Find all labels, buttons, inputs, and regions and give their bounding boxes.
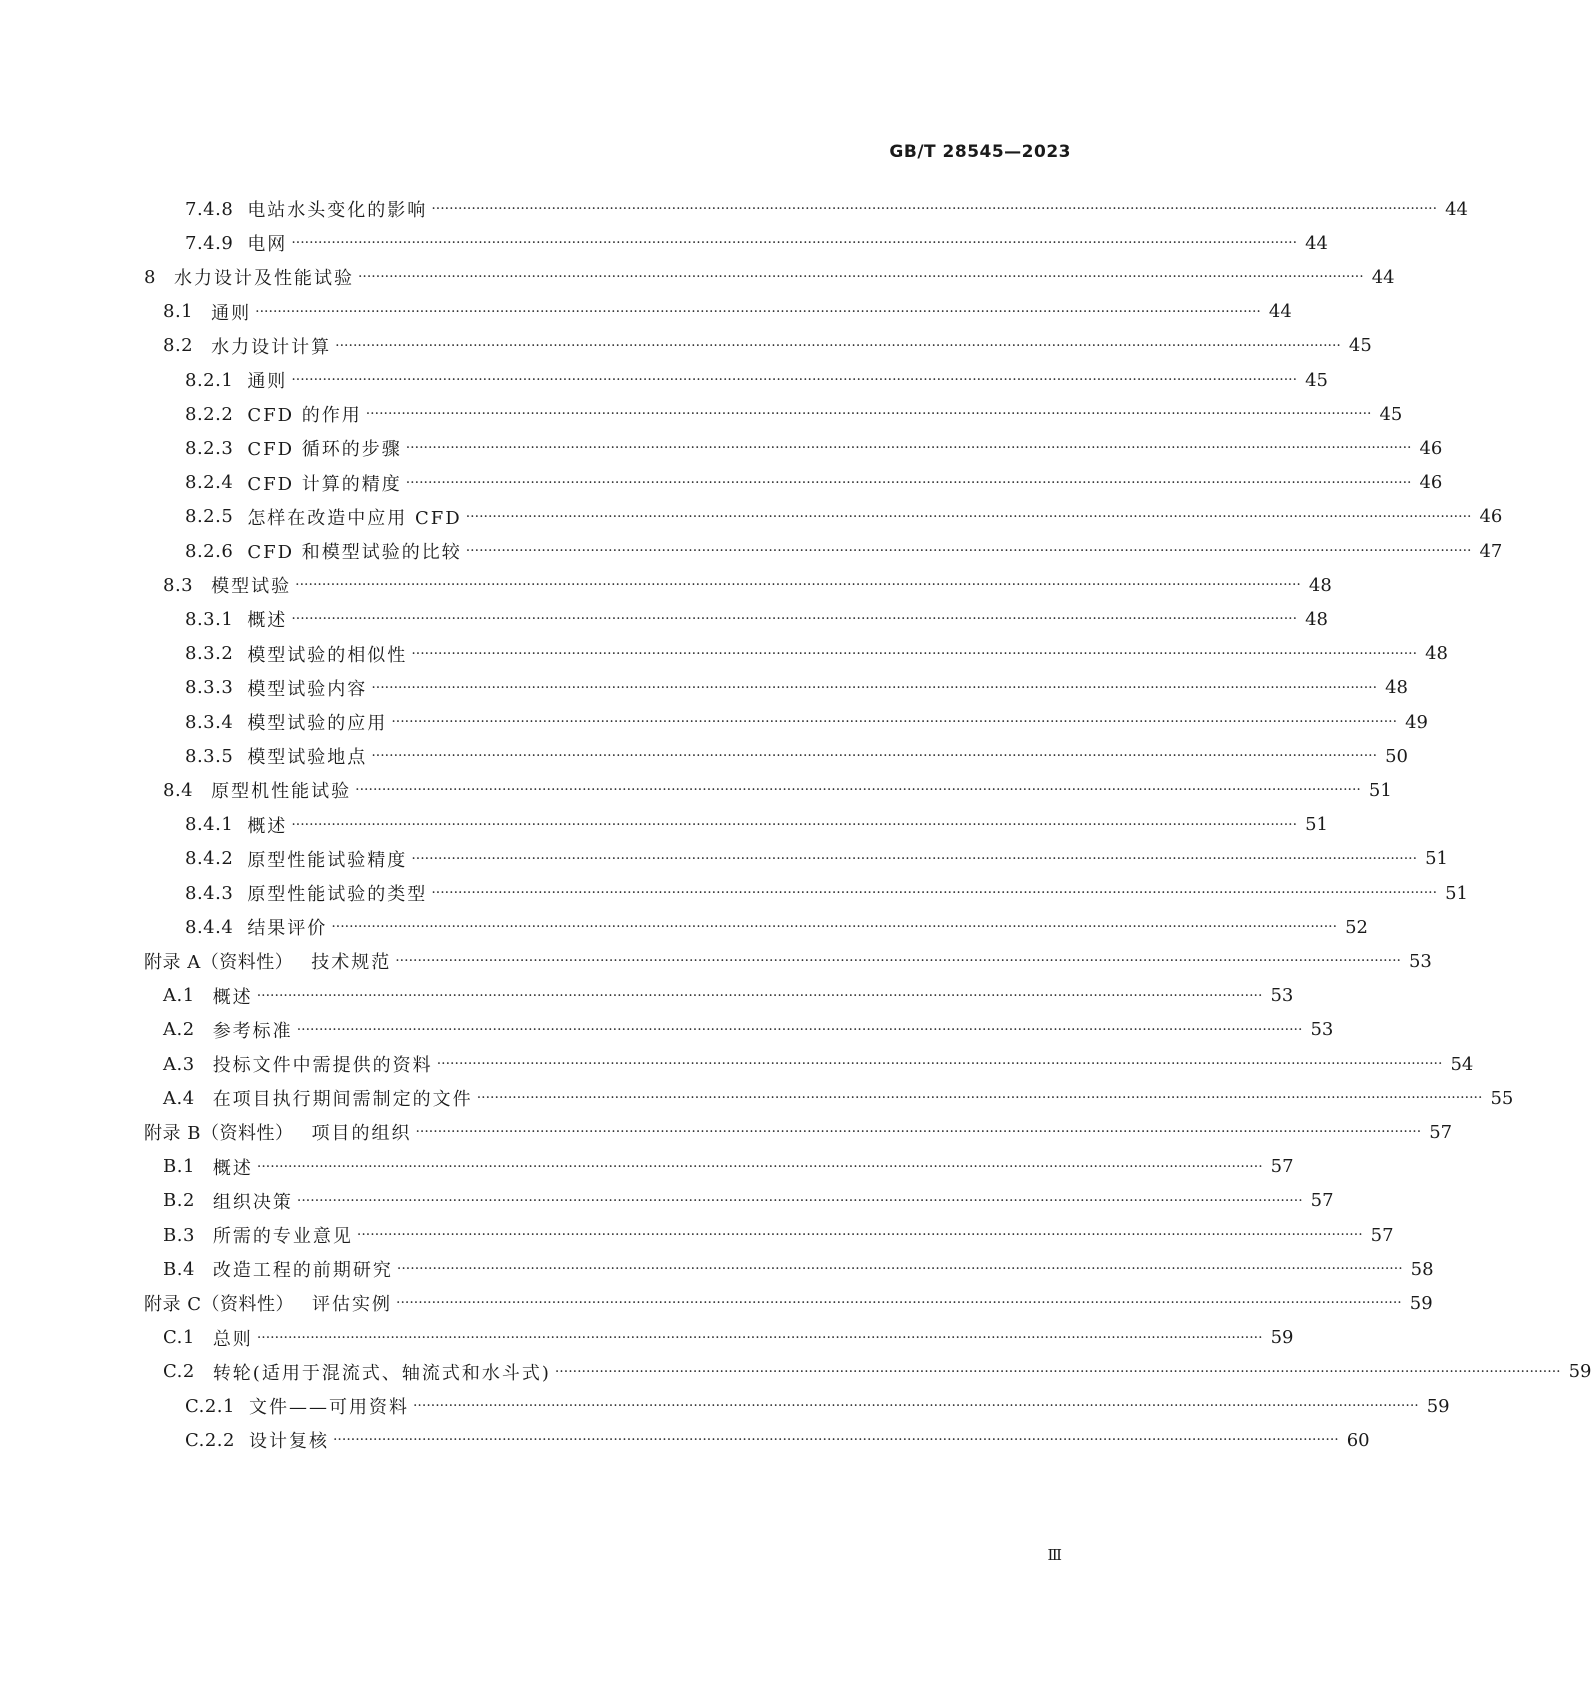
toc-entry-title: 模型试验 xyxy=(211,576,292,598)
toc-entry[interactable] xyxy=(0,639,1448,669)
toc-entry-number: 8.2.6 xyxy=(185,540,234,562)
toc-entry-number: 8.1 xyxy=(163,301,194,323)
toc-entry[interactable] xyxy=(0,604,1328,634)
dot-leader xyxy=(371,748,1377,764)
toc-entry-page: 55 xyxy=(1490,1087,1514,1109)
toc-entry[interactable] xyxy=(0,1425,1370,1455)
toc-entry-number: 8.3 xyxy=(163,574,194,596)
toc-entry-number: B.3 xyxy=(163,1224,195,1246)
toc-entry[interactable] xyxy=(0,912,1368,942)
toc-entry-page: 48 xyxy=(1305,608,1328,630)
toc-entry-title: 技术规范 xyxy=(311,952,392,974)
toc-entry-page: 59 xyxy=(1409,1292,1433,1314)
toc-entry-title: 项目的组织 xyxy=(311,1123,412,1145)
toc-entry[interactable] xyxy=(0,331,1372,361)
toc-entry-page: 53 xyxy=(1270,985,1294,1007)
toc-entry-title: 水力设计计算 xyxy=(211,336,332,358)
toc-entry-page: 57 xyxy=(1270,1156,1294,1178)
toc-entry-page: 51 xyxy=(1368,779,1392,801)
toc-entry-page: 51 xyxy=(1445,882,1468,904)
toc-entry-title: CFD 循环的步骤 xyxy=(247,439,402,461)
toc-entry-page: 49 xyxy=(1405,711,1428,733)
toc-entry-page: 45 xyxy=(1348,335,1372,357)
toc-entry[interactable] xyxy=(0,194,1468,224)
toc-entry-number: 8.2.2 xyxy=(185,403,234,425)
dot-leader xyxy=(295,577,1301,593)
toc-entry-title: 通则 xyxy=(247,371,288,392)
toc-entry-page: 44 xyxy=(1305,232,1328,254)
dot-leader xyxy=(415,1124,1421,1140)
toc-entry-title: 原型性能试验的类型 xyxy=(247,884,428,905)
toc-entry-page: 59 xyxy=(1270,1327,1294,1349)
dot-leader xyxy=(331,919,1337,935)
toc-entry-page: 59 xyxy=(1568,1361,1592,1383)
toc-entry-number: C.2.2 xyxy=(185,1429,235,1451)
toc-entry-title: 模型试验地点 xyxy=(247,747,368,769)
toc-entry-number: 8.4.4 xyxy=(185,916,234,938)
dot-leader xyxy=(431,885,1437,901)
toc-entry[interactable] xyxy=(0,810,1328,840)
dot-leader xyxy=(357,1227,1363,1243)
toc-entry-page: 45 xyxy=(1305,369,1328,391)
dot-leader xyxy=(257,1159,1263,1175)
dot-leader xyxy=(413,1398,1419,1414)
toc-entry-title: 总则 xyxy=(212,1328,253,1350)
dot-leader xyxy=(397,1261,1403,1277)
dot-leader xyxy=(411,851,1417,867)
toc-entry-number: A.2 xyxy=(163,1019,195,1041)
toc-entry-title: 评估实例 xyxy=(312,1294,392,1316)
toc-entry-number: 附录 C（资料性） xyxy=(144,1294,294,1316)
toc-entry-page: 44 xyxy=(1445,198,1468,220)
toc-entry-title: 模型试验的相似性 xyxy=(247,644,408,666)
toc-entry[interactable] xyxy=(0,775,1392,805)
toc-entry[interactable] xyxy=(0,1220,1394,1250)
toc-entry-page: 51 xyxy=(1425,848,1448,870)
toc-entry[interactable] xyxy=(0,1152,1294,1182)
toc-entry[interactable] xyxy=(0,1357,1592,1387)
dot-leader xyxy=(466,543,1472,559)
dot-leader xyxy=(333,1432,1339,1448)
toc-entry-title: 结果评价 xyxy=(247,918,328,940)
dot-leader xyxy=(477,1090,1483,1106)
toc-entry-number: 附录 B（资料性） xyxy=(144,1123,294,1145)
dot-leader xyxy=(297,1193,1303,1209)
toc-entry-page: 60 xyxy=(1346,1429,1370,1451)
toc-entry-title: 电站水头变化的影响 xyxy=(247,200,428,221)
toc-entry-title: 参考标准 xyxy=(212,1020,293,1042)
toc-entry-page: 59 xyxy=(1426,1395,1450,1417)
toc-entry-page: 51 xyxy=(1305,814,1328,836)
dot-leader xyxy=(291,235,1297,251)
toc-entry-page: 57 xyxy=(1310,1190,1334,1212)
toc-entry-title: 模型试验内容 xyxy=(247,678,368,700)
toc-entry-page: 53 xyxy=(1310,1019,1334,1041)
dot-leader xyxy=(437,1056,1443,1072)
page-number-footer: Ⅲ xyxy=(1047,1546,1062,1564)
toc-entry-page: 57 xyxy=(1429,1121,1453,1143)
toc-entry-number: 8.3.5 xyxy=(185,745,234,767)
dot-leader xyxy=(371,680,1377,696)
toc-entry-title: 文件——可用资料 xyxy=(248,1397,409,1418)
toc-entry-number: 8 xyxy=(144,266,156,288)
toc-entry-number: C.2 xyxy=(163,1361,195,1383)
toc-entry[interactable] xyxy=(0,468,1443,498)
dot-leader xyxy=(257,1330,1263,1346)
dot-leader xyxy=(391,714,1397,730)
toc-entry-number: B.2 xyxy=(163,1190,195,1212)
toc-entry[interactable] xyxy=(0,1323,1294,1353)
toc-entry-title: 水力设计及性能试验 xyxy=(173,268,354,290)
toc-entry[interactable] xyxy=(0,946,1432,976)
toc-entry-page: 52 xyxy=(1345,916,1368,938)
toc-entry[interactable] xyxy=(0,297,1292,327)
toc-entry-number: 8.2.3 xyxy=(185,437,234,459)
toc-entry-title: CFD 和模型试验的比较 xyxy=(247,542,462,563)
toc-entry-page: 53 xyxy=(1408,950,1432,972)
toc-entry-page: 50 xyxy=(1385,745,1408,767)
toc-entry-number: 8.3.1 xyxy=(185,608,234,630)
dot-leader xyxy=(255,304,1261,320)
toc-entry-number: 7.4.9 xyxy=(185,232,234,254)
toc-entry-title: 转轮(适用于混流式、轴流式和水斗式) xyxy=(212,1362,551,1384)
toc-entry-page: 44 xyxy=(1371,266,1395,288)
toc-entry-page: 47 xyxy=(1479,540,1503,562)
toc-entry[interactable] xyxy=(0,1083,1514,1113)
toc-entry[interactable] xyxy=(0,878,1468,908)
toc-entry-number: 8.4.2 xyxy=(185,848,234,870)
toc-entry-title: 概述 xyxy=(247,815,288,837)
toc-entry-title: 在项目执行期间需制定的文件 xyxy=(212,1089,473,1111)
toc-entry-title: 概述 xyxy=(247,610,288,632)
dot-leader xyxy=(291,611,1297,627)
toc-entry-title: 原型机性能试验 xyxy=(211,781,352,803)
toc-entry-number: 8.2.1 xyxy=(185,369,234,391)
toc-entry-title: 通则 xyxy=(211,302,252,324)
toc-entry-title: 投标文件中需提供的资料 xyxy=(212,1055,433,1076)
toc-entry-number: B.1 xyxy=(163,1156,195,1178)
dot-leader xyxy=(396,1295,1402,1311)
toc-entry-title: 组织决策 xyxy=(212,1191,293,1213)
toc-entry[interactable] xyxy=(0,502,1503,532)
toc-entry-title: CFD 的作用 xyxy=(247,405,362,427)
toc-entry[interactable] xyxy=(0,981,1294,1011)
toc-entry-number: C.1 xyxy=(163,1327,195,1349)
dot-leader xyxy=(355,782,1361,798)
toc-entry-number: 8.3.3 xyxy=(185,677,234,699)
dot-leader xyxy=(411,646,1417,662)
toc-entry-number: 8.4.1 xyxy=(185,814,234,836)
toc-entry-number: 7.4.8 xyxy=(185,198,234,220)
toc-entry-title: CFD 计算的精度 xyxy=(247,473,402,495)
dot-leader xyxy=(335,338,1341,354)
toc-entry-page: 46 xyxy=(1419,437,1443,459)
toc-entry-number: 8.3.4 xyxy=(185,711,234,733)
toc-entry[interactable] xyxy=(0,399,1403,429)
toc-entry[interactable] xyxy=(0,433,1443,463)
toc-entry-title: 概述 xyxy=(212,1157,253,1179)
toc-entry-number: 8.2.5 xyxy=(185,506,234,528)
toc-entry-title: 模型试验的应用 xyxy=(247,713,388,734)
toc-entry-number: B.4 xyxy=(163,1258,195,1280)
toc-entry[interactable] xyxy=(0,741,1408,771)
dot-leader xyxy=(291,817,1297,833)
toc-entry[interactable] xyxy=(0,1015,1334,1045)
dot-leader xyxy=(555,1364,1561,1380)
toc-entry-page: 44 xyxy=(1268,301,1292,323)
toc-entry-page: 48 xyxy=(1425,643,1448,665)
toc-entry[interactable] xyxy=(0,1117,1453,1147)
toc-entry-title: 电网 xyxy=(247,234,288,256)
toc-entry-page: 48 xyxy=(1385,677,1408,699)
toc-entry-page: 45 xyxy=(1379,403,1403,425)
toc-entry-title: 怎样在改造中应用 CFD xyxy=(247,507,462,529)
dot-leader xyxy=(257,988,1263,1004)
toc-entry[interactable] xyxy=(0,844,1448,874)
toc-entry-page: 58 xyxy=(1410,1258,1434,1280)
toc-entry-title: 改造工程的前期研究 xyxy=(212,1260,393,1282)
toc-entry-number: A.4 xyxy=(163,1087,195,1109)
toc-entry[interactable] xyxy=(0,707,1428,737)
dot-leader xyxy=(466,509,1472,525)
dot-leader xyxy=(406,440,1412,456)
toc-entry-number: A.3 xyxy=(163,1053,195,1075)
toc-entry-number: A.1 xyxy=(163,985,195,1007)
toc-entry-title: 设计复核 xyxy=(248,1431,329,1453)
toc-entry-number: 8.4.3 xyxy=(185,882,234,904)
toc-entry[interactable] xyxy=(0,1186,1334,1216)
toc-entry-title: 概述 xyxy=(212,986,253,1008)
toc-entry[interactable] xyxy=(0,1254,1434,1284)
toc-entry-page: 46 xyxy=(1419,472,1443,494)
toc-entry[interactable] xyxy=(0,262,1395,292)
toc-entry-number: C.2.1 xyxy=(185,1395,235,1417)
standard-code-header: GB/T 28545—2023 xyxy=(889,142,1071,162)
toc-entry-title: 所需的专业意见 xyxy=(212,1226,353,1247)
dot-leader xyxy=(431,201,1437,217)
toc-entry[interactable] xyxy=(0,570,1332,600)
toc-entry-page: 57 xyxy=(1370,1224,1394,1246)
toc-entry-page: 48 xyxy=(1308,574,1332,596)
toc-entry-number: 8.3.2 xyxy=(185,643,234,665)
toc-entry-title: 原型性能试验精度 xyxy=(247,849,408,871)
toc-entry[interactable] xyxy=(0,228,1328,258)
toc-entry-number: 8.2.4 xyxy=(185,472,234,494)
dot-leader xyxy=(297,1022,1303,1038)
toc-entry[interactable] xyxy=(0,673,1408,703)
dot-leader xyxy=(395,953,1401,969)
dot-leader xyxy=(291,372,1297,388)
toc-entry[interactable] xyxy=(0,1049,1474,1079)
toc-entry-number: 8.2 xyxy=(163,335,194,357)
toc-entry[interactable] xyxy=(0,1288,1433,1318)
dot-leader xyxy=(406,475,1412,491)
toc-entry-number: 附录 A（资料性） xyxy=(144,952,294,974)
dot-leader xyxy=(358,269,1364,285)
toc-entry-page: 46 xyxy=(1479,506,1503,528)
toc-entry[interactable] xyxy=(0,1391,1450,1421)
toc-entry-number: 8.4 xyxy=(163,779,194,801)
dot-leader xyxy=(366,406,1372,422)
toc-entry[interactable] xyxy=(0,536,1503,566)
toc-entry-page: 54 xyxy=(1450,1053,1474,1075)
toc-entry[interactable] xyxy=(0,365,1328,395)
